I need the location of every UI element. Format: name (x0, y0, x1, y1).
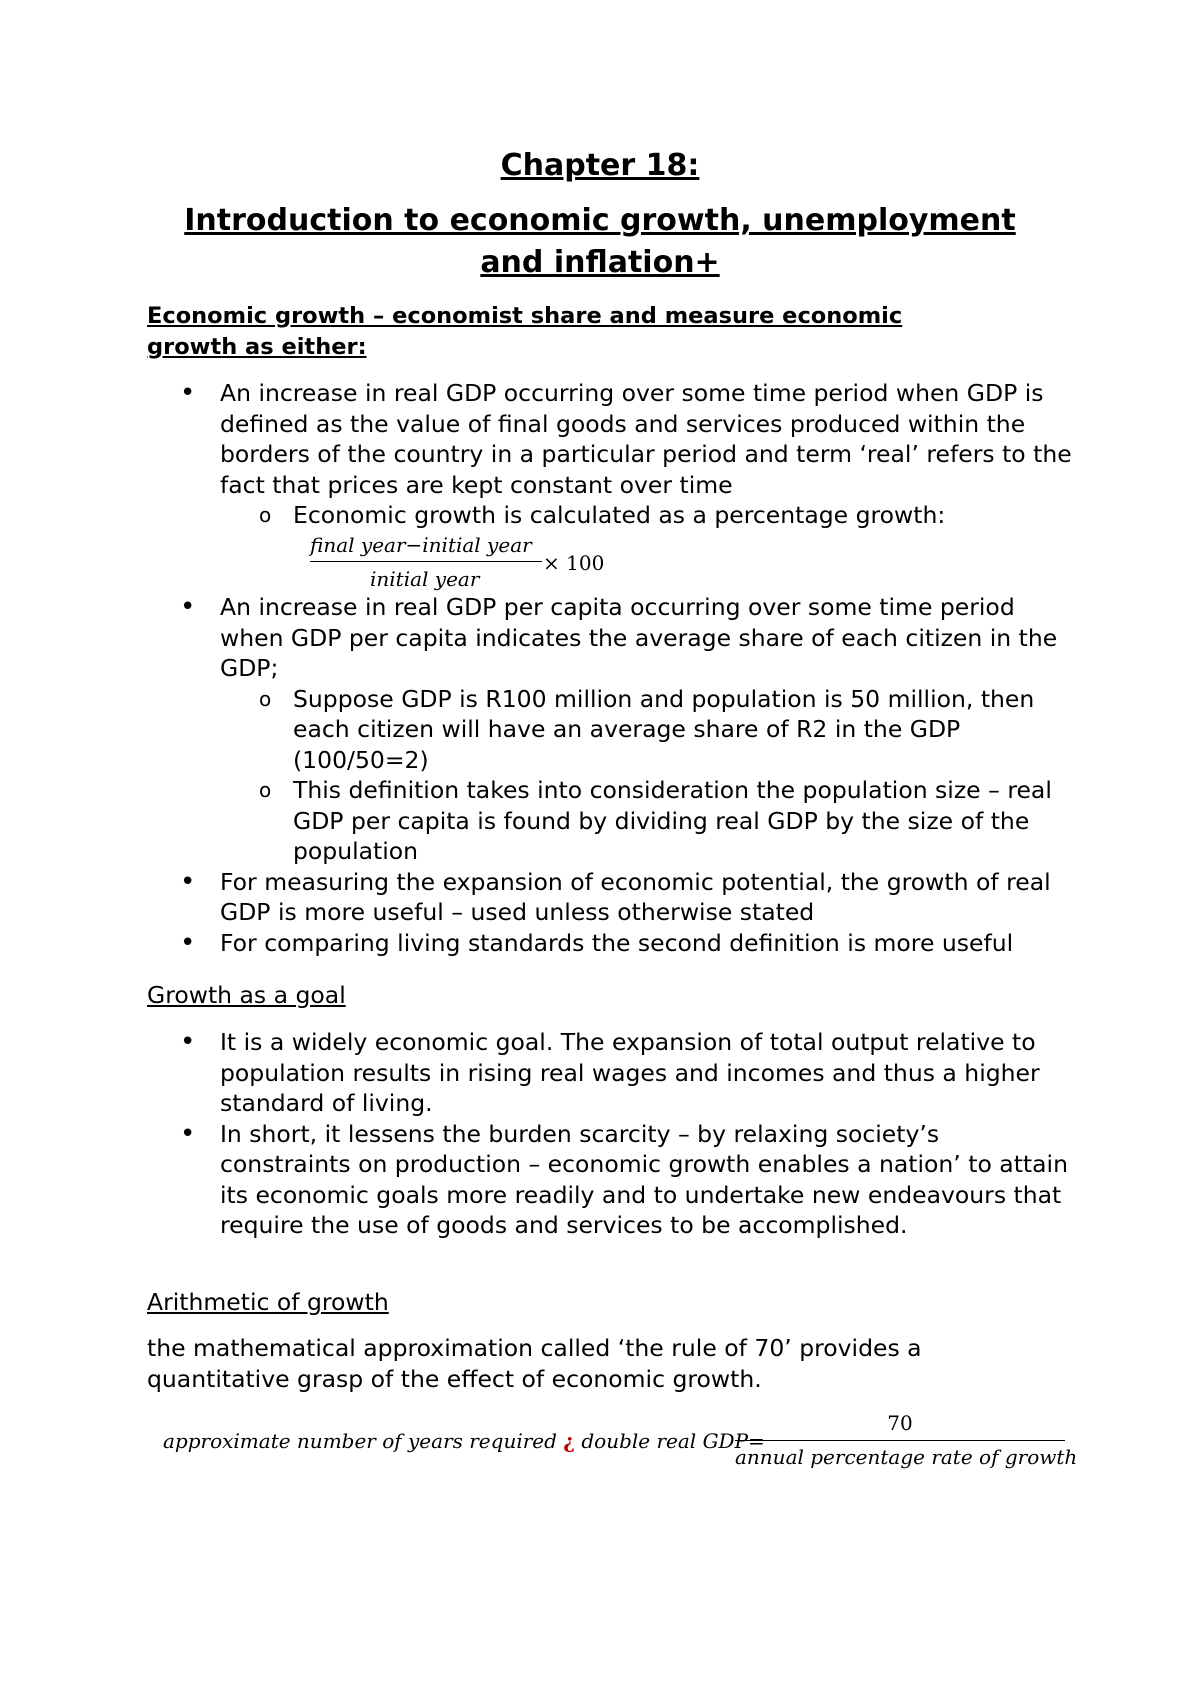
sub-list (220, 684, 1072, 867)
fraction-bar (310, 561, 542, 562)
list-item (147, 928, 1072, 959)
formula-multiplier: × 100 (543, 551, 605, 575)
sub-bullet-text: Suppose GDP is R100 million and population is 50 million, then each citizen will have an average share of R2 in the GDP (100/50=2) (293, 684, 1035, 774)
list-item (147, 1119, 1072, 1241)
formula-numerator: final year−initial year (310, 533, 532, 557)
section-heading-economic-growth (147, 301, 1027, 363)
sub-bullet-text: This definition takes into consideration the population size – real GDP per capita is found by dividing real GDP by the size of the population (293, 776, 1052, 865)
rule-of-70-formula (163, 1410, 1078, 1470)
formula-numerator: 70 (887, 1411, 913, 1435)
formula-denominator: initial year (370, 567, 480, 591)
chapter-title: Chapter 18: (500, 148, 700, 183)
list-item (147, 378, 1072, 531)
bullet-text: An increase in real GDP occurring over some time period when GDP is defined as the value of final goods and services produced within the borders of the country in a particular period and term ‘real’ refers to the fact that prices are kept constant over time (220, 379, 1072, 499)
sub-list-item (220, 775, 1072, 867)
bullet-text: It is a widely economic goal. The expansion of total output relative to population results in rising real wages and incomes and thus a higher standard of living. (220, 1028, 1040, 1117)
section-heading-growth-as-goal: Growth as a goal (147, 981, 346, 1009)
formula-lhs-part1: approximate number of years required (163, 1429, 564, 1453)
list-item (147, 867, 1072, 928)
formula-denominator: annual percentage rate of growth (735, 1445, 1078, 1469)
formula-lhs (163, 1428, 765, 1454)
sub-list-item (220, 500, 1072, 531)
bullet-text: For measuring the expansion of economic potential, the growth of real GDP is more useful – used unless otherwise stated (220, 867, 1051, 926)
section-heading-line1: Economic growth – economist share and measure economic (147, 303, 903, 329)
sub-list (220, 500, 1072, 531)
chapter-subtitle-line2: and inflation+ (480, 245, 720, 280)
chapter-subtitle-line1: Introduction to economic growth, unemployment (184, 203, 1016, 238)
list-item (147, 592, 1072, 867)
rule-of-70-paragraph: the mathematical approximation called ‘the rule of 70’ provides a quantitative grasp of the effect of economic growth. (147, 1334, 922, 1393)
sub-bullet-text: Economic growth is calculated as a percentage growth: (293, 501, 946, 529)
economic-growth-list (147, 378, 1072, 531)
section-heading-line2: growth as either: (147, 334, 367, 360)
list-item (147, 1027, 1072, 1119)
bullet-text: An increase in real GDP per capita occurring over some time period when GDP per capita indicates the average share of each citizen in the GDP; (220, 593, 1058, 682)
fraction-bar (735, 1440, 1065, 1441)
formula-lhs-part2: double real GDP= (575, 1429, 765, 1453)
formula-unrendered-glyph: ¿ (563, 1429, 576, 1453)
growth-goal-list (147, 1027, 1072, 1241)
sub-list-item (220, 684, 1072, 776)
bullet-text: In short, it lessens the burden scarcity – by relaxing society’s constraints on production – economic growth enables a nation’ to attain its economic goals more readily and to undertake new endeavours that require the use of goods and services to be accomplished. (220, 1119, 1068, 1239)
section-heading-arithmetic-of-growth: Arithmetic of growth (147, 1288, 389, 1316)
bullet-text: For comparing living standards the second definition is more useful (220, 928, 1014, 957)
economic-growth-list-continued (147, 592, 1072, 958)
